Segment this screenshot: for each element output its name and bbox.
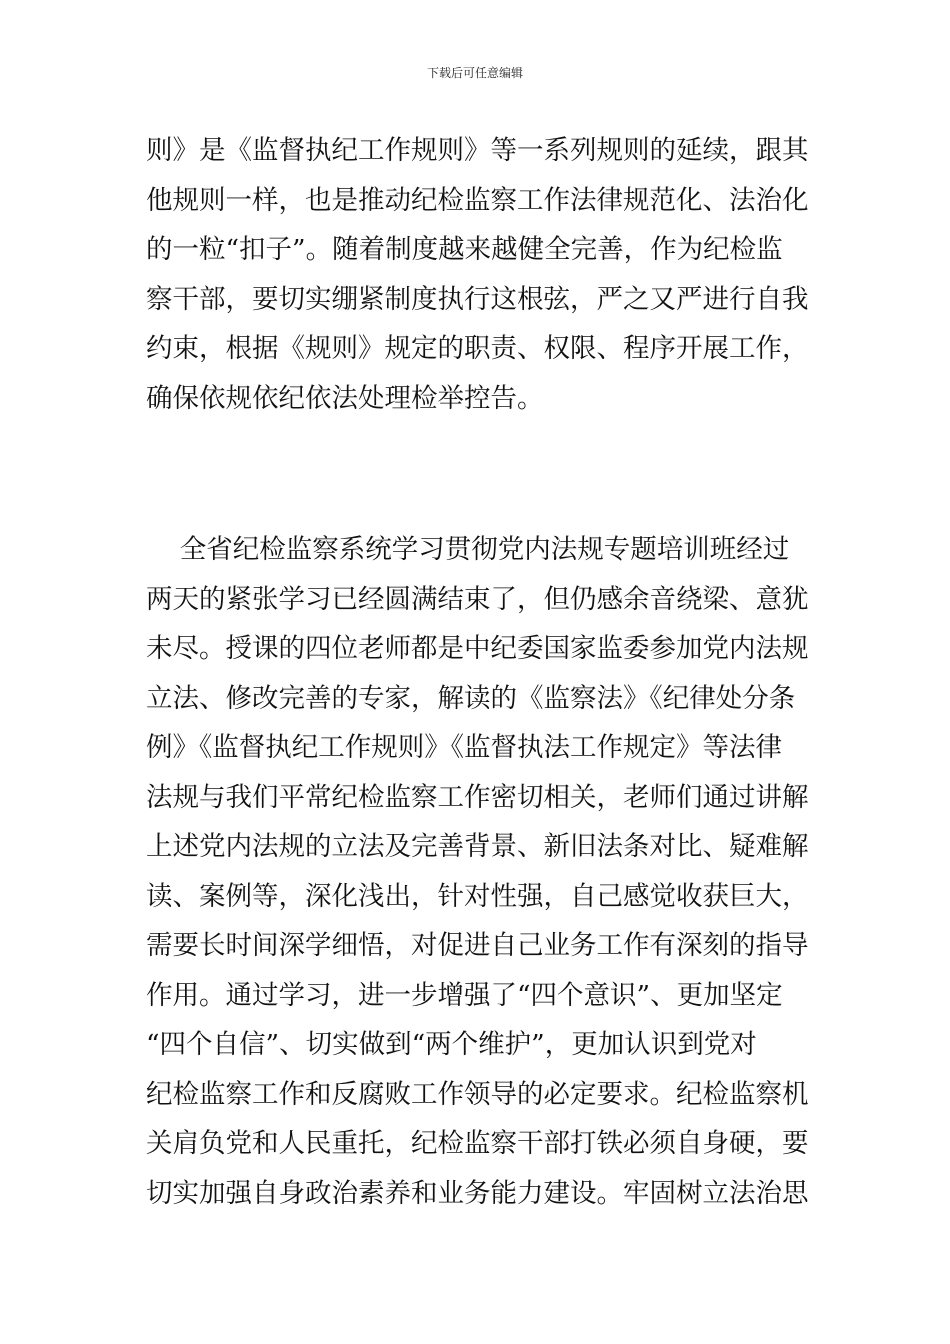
- text-line: 则》是《监督执纪工作规则》等一系列规则的延续，跟其: [146, 135, 809, 166]
- text-line: 全省纪检监察系统学习贯彻党内法规专题培训班经过: [146, 534, 790, 565]
- text-line: “四个自信”、切实做到“两个维护”，更加认识到党对: [146, 1029, 757, 1060]
- text-line: 上述党内法规的立法及完善背景、新旧法条对比、疑难解: [146, 831, 809, 862]
- page-header-note: 下载后可任意编辑: [426, 66, 523, 80]
- text-line: 未尽。授课的四位老师都是中纪委国家监委参加党内法规: [146, 633, 809, 664]
- text-line: 约束，根据《规则》规定的职责、权限、程序开展工作，: [146, 333, 809, 364]
- text-line: 两天的紧张学习已经圆满结束了，但仍感余音绕梁、意犹: [146, 583, 809, 615]
- text-line: 他规则一样，也是推动纪检监察工作法律规范化、法治化: [146, 184, 809, 216]
- text-line: 作用。通过学习，进一步增强了“四个意识”、更加坚定: [146, 979, 783, 1011]
- text-line: 立法、修改完善的专家，解读的《监察法》《纪律处分条: [146, 682, 796, 714]
- text-line: 的一粒“扣子”。随着制度越来越健全完善，作为纪检监: [146, 234, 783, 265]
- paragraph-1: [146, 126, 812, 423]
- text-line: 读、案例等，深化浅出，针对性强，自己感觉收获巨大，: [146, 880, 809, 912]
- text-line: 纪检监察工作和反腐败工作领导的必定要求。纪检监察机: [146, 1078, 809, 1110]
- text-line: 察干部，要切实绷紧制度执行这根弦，严之又严进行自我: [146, 283, 809, 315]
- text-line: 需要长时间深学细悟，对促进自己业务工作有深刻的指导: [146, 930, 809, 961]
- paragraph-2: [146, 525, 812, 1218]
- text-line: 法规与我们平常纪检监察工作密切相关，老师们通过讲解: [146, 781, 809, 813]
- text-line: 确保依规依纪依法处理检举控告。: [146, 382, 544, 414]
- text-line: 例》《监督执纪工作规则》《监督执法工作规定》等法律: [146, 732, 782, 763]
- text-line: 关肩负党和人民重托，纪检监察干部打铁必须自身硬，要: [146, 1128, 809, 1159]
- text-line: 切实加强自身政治素养和业务能力建设。牢固树立法治思: [146, 1177, 809, 1209]
